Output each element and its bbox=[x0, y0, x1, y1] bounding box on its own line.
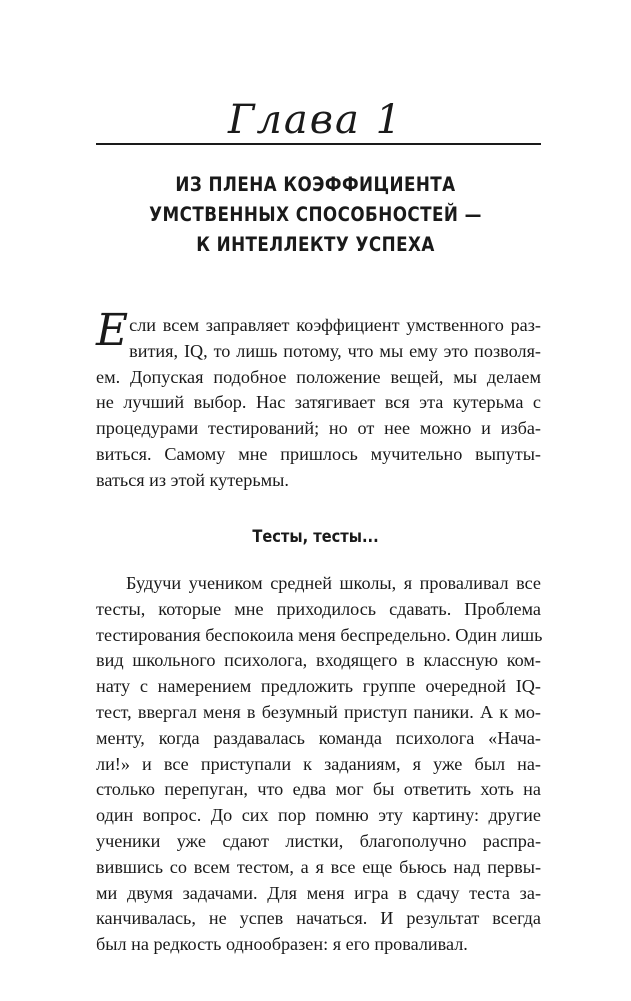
paragraph-line: процедурами тестирований; но от нее можно и изба- bbox=[96, 418, 541, 439]
section-paragraph bbox=[96, 571, 541, 958]
paragraph-line: один вопрос. До сих пор помню эту картину: другие bbox=[96, 805, 541, 826]
chapter-divider-rule bbox=[96, 143, 541, 145]
paragraph-line: столько перепуган, что едва мог бы ответить хоть на bbox=[96, 779, 541, 800]
paragraph-line: канчивалась, не успев начаться. И результат всегда bbox=[96, 908, 541, 929]
paragraph-line: вития, IQ, то лишь потому, что мы ему это позволя- bbox=[129, 340, 541, 361]
paragraph-line: не лучший выбор. Нас затягивает вся эта кутерьма с bbox=[96, 392, 541, 413]
paragraph-line: ми двумя задачами. Для меня игра в сдачу теста за- bbox=[96, 882, 541, 903]
paragraph-line: тестирования беспокоила меня беспредельно. Один лишь bbox=[96, 624, 543, 645]
paragraph-line: вид школьного психолога, входящего в классную ком- bbox=[96, 650, 541, 671]
paragraph-line: ученики уже сдают листки, благополучно распра- bbox=[96, 830, 541, 851]
paragraph-line: был на редкость однообразен: я его проваливал. bbox=[96, 934, 468, 955]
paragraph-line: нату с намерением предложить группе очередной IQ- bbox=[96, 676, 541, 697]
chapter-heading bbox=[0, 96, 631, 156]
chapter-title-line: ИЗ ПЛЕНА КОЭФФИЦИЕНТА bbox=[175, 173, 456, 196]
chapter-label: Глава 1 bbox=[227, 97, 404, 143]
paragraph-line: виться. Самому мне пришлось мучительно выпуты- bbox=[96, 443, 541, 464]
paragraph-line: ем. Допуская подобное положение вещей, мы делаем bbox=[96, 366, 541, 387]
paragraph-line: Будучи учеником средней школы, я проваливал все bbox=[126, 573, 541, 593]
chapter-title-line: К ИНТЕЛЛЕКТУ УСПЕХА bbox=[196, 233, 435, 256]
intro-paragraph bbox=[96, 305, 541, 494]
chapter-title bbox=[44, 170, 587, 260]
paragraph-line: сли всем заправляет коэффициент умственного раз- bbox=[129, 315, 541, 335]
section-heading: Тесты, тесты... bbox=[252, 527, 379, 547]
paragraph-line: тест, ввергал меня в безумный приступ паники. А к мо- bbox=[96, 701, 541, 722]
paragraph-line: тесты, которые мне приходилось сдавать. Проблема bbox=[96, 598, 541, 619]
drop-cap: Е bbox=[96, 305, 129, 356]
paragraph-line: менту, когда раздавалась команда психолога «Нача- bbox=[96, 727, 541, 748]
paragraph-line: вившись со всем тестом, а я все еще бьюсь над первы- bbox=[96, 856, 541, 877]
paragraph-line: ли!» и все приступали к заданиям, я уже был на- bbox=[96, 753, 541, 774]
paragraph-line: ваться из этой кутерьмы. bbox=[96, 469, 289, 490]
chapter-title-line: УМСТВЕННЫХ СПОСОБНОСТЕЙ — bbox=[149, 203, 482, 226]
